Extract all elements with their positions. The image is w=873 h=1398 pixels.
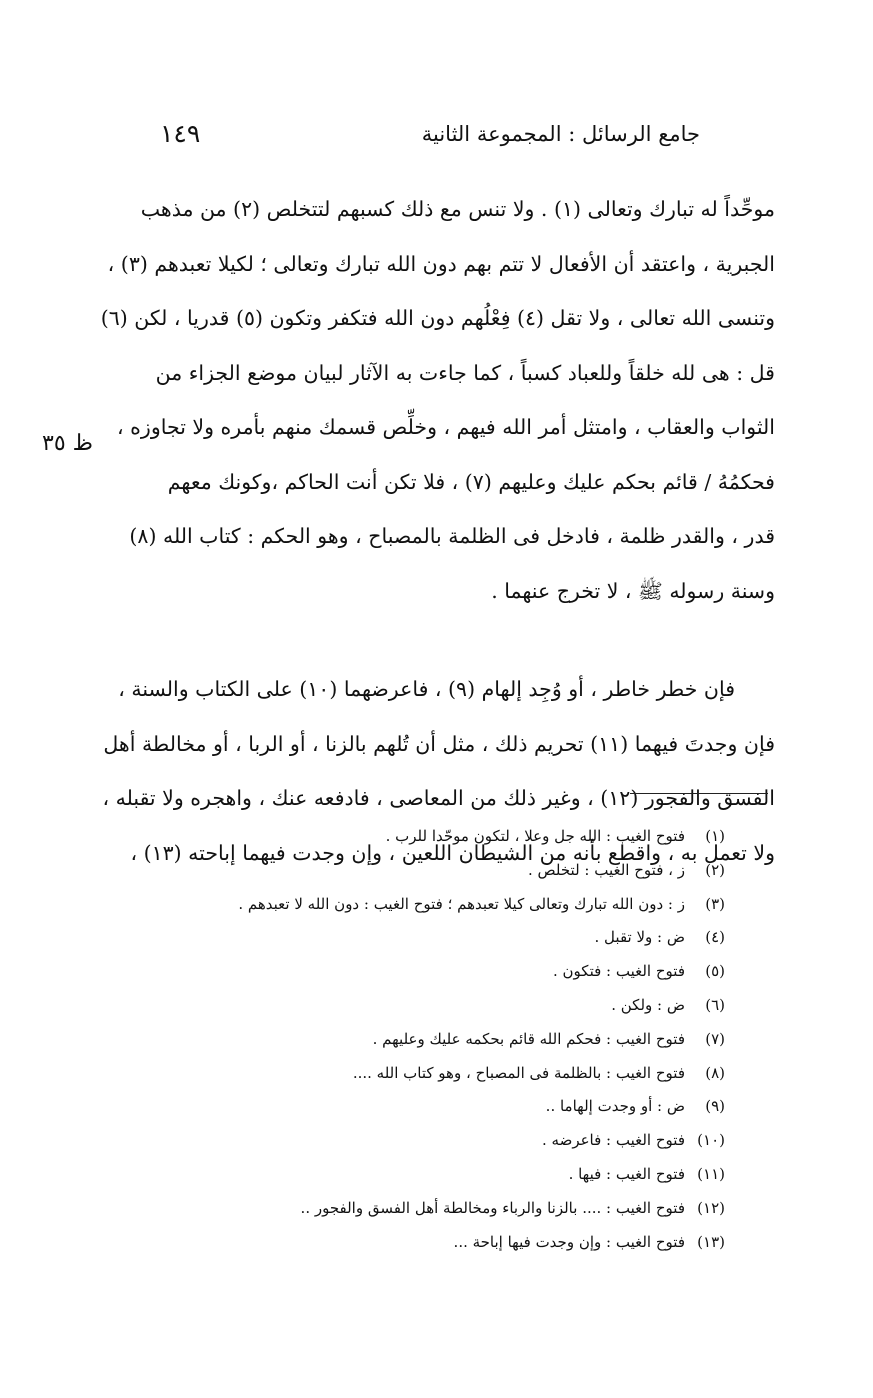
text-line: وتنسى الله تعالى ، ولا تقل (٤) فِعْلُهم دون الله فتكفر وتكون (٥) قدريا ، لكن (٦) [100, 306, 775, 330]
footnote [165, 854, 725, 888]
footnote-number: (٣) [705, 894, 725, 913]
footnote-text: فتوح الغيب : .... بالزنا والرباء ومخالطة أهل الفسق والفجور .. [300, 1198, 685, 1217]
footnote-text: فتوح الغيب : بالظلمة فى المصباح ، وهو كتاب الله .... [352, 1063, 685, 1082]
footnote-text: فتوح الغيب : وإن وجدت فيها إباحة ... [453, 1232, 685, 1251]
paragraph-gap [135, 618, 775, 662]
page-number: ١٤٩ [160, 119, 201, 148]
page-header [160, 118, 770, 150]
main-text [100, 182, 775, 880]
text-line: الثواب والعقاب ، وامتثل أمر الله فيهم ، وخلِّص قسمك منهم بأمره ولا تجاوزه ، [117, 415, 775, 439]
footnote [165, 1090, 725, 1124]
footnote-number: (١١) [697, 1164, 725, 1183]
footnote-number: (٩) [705, 1097, 725, 1116]
footnote-number: (٥) [705, 962, 725, 981]
text-line: قل : هى لله خلقاً وللعباد كسباً ، كما جاءت به الآثار لبيان موضع الجزاء من [155, 360, 775, 385]
footnote-number: (٧) [705, 1029, 725, 1048]
footnote-text: ز ، فتوح الغيب : لتخلص . [528, 860, 685, 879]
text-line: الجبرية ، واعتقد أن الأفعال لا تتم بهم دون الله تبارك وتعالى ؛ لكيلا تعبدهم (٣) ، [107, 251, 775, 276]
footnote [165, 1192, 725, 1226]
footnote-text: ض : أو وجدت إلهاما .. [545, 1097, 685, 1116]
footnote [165, 1158, 725, 1192]
footnote-text: فتوح الغيب : فتكون . [553, 962, 685, 981]
footnote-text: فتوح الغيب : فاعرضه . [542, 1131, 685, 1150]
footnote [165, 1226, 725, 1260]
text-line: فإن خطر خاطر ، أو وُجِد إلهام (٩) ، فاعرضهما (١٠) على الكتاب والسنة ، [118, 677, 735, 701]
footnote [165, 820, 725, 854]
margin-folio-note: ظ ٣٥ [42, 431, 93, 456]
footnote [165, 1023, 725, 1057]
footnote-number: (١٣) [697, 1232, 725, 1251]
footnote-number: (١٢) [697, 1198, 725, 1217]
footnotes [165, 820, 725, 1259]
footnote-number: (٤) [705, 928, 725, 947]
footnote [165, 888, 725, 922]
footnote-number: (٦) [705, 995, 725, 1014]
footnote [165, 989, 725, 1023]
footnote-text: ض : ولا تقبل . [594, 928, 685, 947]
footnote-text: ض : ولكن . [611, 995, 685, 1014]
footnote-text: ز : دون الله تبارك وتعالى كيلا تعبدهم ؛ فتوح الغيب : دون الله لا تعبدهم . [238, 894, 685, 913]
text-line: ولا تعمل به ، واقطع بأنه من الشيطان اللعين ، وإن وجدت فيهما إباحته (١٣) ، [130, 840, 775, 865]
footnote-number: (١٠) [697, 1131, 725, 1150]
footnote [165, 955, 725, 989]
footnote-text: فتوح الغيب : الله جل وعلا ، لتكون موحّدا للرب . [385, 827, 685, 845]
text-line: وسنة رسوله ﷺ ، لا تخرج عنهما . [491, 578, 775, 603]
paragraph-1 [100, 182, 775, 618]
footnote [165, 1057, 725, 1091]
footnote-text: فتوح الغيب : فحكم الله قائم بحكمه عليك وعليهم . [372, 1029, 685, 1048]
footnote-number: (٢) [705, 860, 725, 879]
footnote [165, 921, 725, 955]
text-line: فإن وجدتَ فيهما (١١) تحريم ذلك ، مثل أن تُلهم بالزنا ، أو الربا ، أو مخالطة أهل [103, 731, 775, 756]
text-line: فحكمُهُ / قائم بحكم عليك وعليهم (٧) ، فلا تكن أنت الحاكم ،وكونك معهم [167, 469, 775, 494]
footnote-text: فتوح الغيب : فيها . [568, 1164, 685, 1183]
running-title: جامع الرسائل : المجموعة الثانية [421, 122, 700, 146]
footnote-number: (٨) [705, 1063, 725, 1082]
text-line: قدر ، والقدر ظلمة ، فادخل فى الظلمة بالمصباح ، وهو الحكم : كتاب الله (٨) [129, 524, 775, 548]
text-line: الفسق والفجور (١٢) ، وغير ذلك من المعاصى ، فادفعه عنك ، واهجره ولا تقبله ، [102, 786, 775, 810]
footnote-separator [630, 793, 768, 794]
footnote [165, 1124, 725, 1158]
text-line: موحِّداً له تبارك وتعالى (١) . ولا تنس مع ذلك كسبهم لتتخلص (٢) من مذهب [140, 197, 775, 221]
footnote-number: (١) [705, 827, 725, 845]
